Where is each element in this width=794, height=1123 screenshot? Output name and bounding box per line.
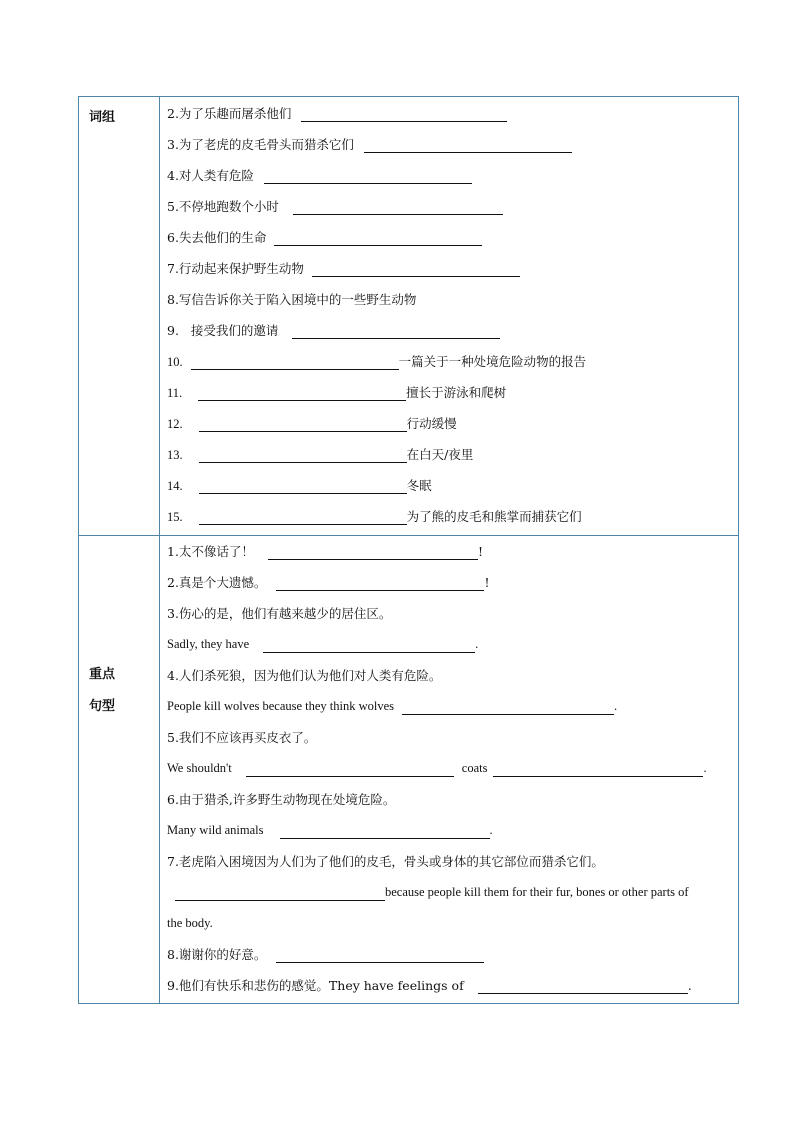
answer-blank[interactable] — [246, 762, 454, 777]
phrase-item-13: 13. 在白天/夜里 — [167, 447, 474, 462]
answer-blank[interactable] — [264, 169, 472, 184]
sentence-line-2: 2.真是个大遗憾。 ! — [167, 575, 490, 590]
answer-blank[interactable] — [301, 107, 507, 122]
phrase-item-15: 15. 为了熊的皮毛和熊掌而捕获它们 — [167, 509, 582, 524]
answer-blank[interactable] — [292, 324, 500, 339]
answer-blank[interactable] — [199, 417, 407, 432]
answer-blank[interactable] — [276, 948, 484, 963]
answer-blank[interactable] — [478, 979, 688, 994]
sentence-line-11: 7.老虎陷入困境因为人们为了他们的皮毛，骨头或身体的其它部位而猎杀它们。 — [167, 854, 604, 869]
answer-blank[interactable] — [199, 479, 407, 494]
sentence-line-12: because people kill them for their fur, bones or other parts of — [167, 877, 732, 908]
phrase-item-12: 12. 行动缓慢 — [167, 416, 457, 431]
answer-blank[interactable] — [199, 448, 407, 463]
phrase-item-8: 8.写信告诉你关于陷入困境中的一些野生动物 — [167, 292, 417, 307]
sentence-line-10: Many wild animals . — [167, 823, 493, 837]
sentence-line-8: We shouldn't coats . — [167, 761, 707, 775]
answer-blank[interactable] — [268, 545, 478, 560]
phrase-item-2: 2.为了乐趣而屠杀他们 — [167, 98, 732, 129]
answer-blank[interactable] — [364, 138, 572, 153]
answer-blank[interactable] — [198, 386, 406, 401]
phrase-item-10: 10. 一篇关于一种处境危险动物的报告 — [167, 354, 587, 369]
phrase-item-9: 9. 接受我们的邀请 — [167, 315, 732, 346]
answer-blank[interactable] — [493, 762, 703, 777]
phrase-item-5: 5.不停地跑数个小时 — [167, 191, 732, 222]
phrase-item-7: 7.行动起来保护野生动物 — [167, 253, 732, 284]
answer-blank[interactable] — [312, 262, 520, 277]
sentence-line-4: Sadly, they have . — [167, 637, 479, 651]
phrase-item-11: 11. 擅长于游泳和爬树 — [167, 385, 507, 400]
answer-blank[interactable] — [175, 886, 385, 901]
phrase-item-4: 4.对人类有危险 — [167, 160, 732, 191]
sentence-line-14: 8.谢谢你的好意。 — [167, 939, 732, 970]
answer-blank[interactable] — [293, 200, 503, 215]
sentence-line-3: 3.伤心的是，他们有越来越少的居住区。 — [167, 606, 392, 621]
sentence-line-9: 6.由于猎杀,许多野生动物现在处境危险。 — [167, 792, 396, 807]
answer-blank[interactable] — [280, 824, 490, 839]
sentence-line-5: 4.人们杀死狼，因为他们认为他们对人类有危险。 — [167, 668, 442, 683]
answer-blank[interactable] — [263, 638, 475, 653]
sentence-line-6: People kill wolves because they think wolves . — [167, 699, 618, 713]
sentence-list — [167, 536, 732, 1001]
answer-blank[interactable] — [191, 355, 399, 370]
phrase-item-14: 14. 冬眠 — [167, 478, 432, 493]
exercise-table — [78, 96, 739, 1004]
phrase-item-3: 3.为了老虎的皮毛骨头而猎杀它们 — [167, 129, 732, 160]
answer-blank[interactable] — [199, 510, 407, 525]
sentence-line-1: 1.太不像话了！ ! — [167, 544, 483, 559]
phrase-item-6: 6.失去他们的生命 — [167, 222, 732, 253]
section-label-sentences-1: 重点 — [89, 667, 116, 682]
answer-blank[interactable] — [276, 576, 484, 591]
section-label-phrases: 词组 — [89, 110, 116, 125]
column-divider — [159, 97, 160, 1003]
answer-blank[interactable] — [402, 700, 614, 715]
phrase-list — [167, 98, 732, 532]
section-label-sentences-2: 句型 — [89, 699, 116, 714]
sentence-line-7: 5.我们不应该再买皮衣了。 — [167, 730, 317, 745]
sentence-line-15: 9.他们有快乐和悲伤的感觉。They have feelings of . — [167, 978, 692, 993]
answer-blank[interactable] — [274, 231, 482, 246]
sentence-line-13: the body. — [167, 916, 213, 930]
